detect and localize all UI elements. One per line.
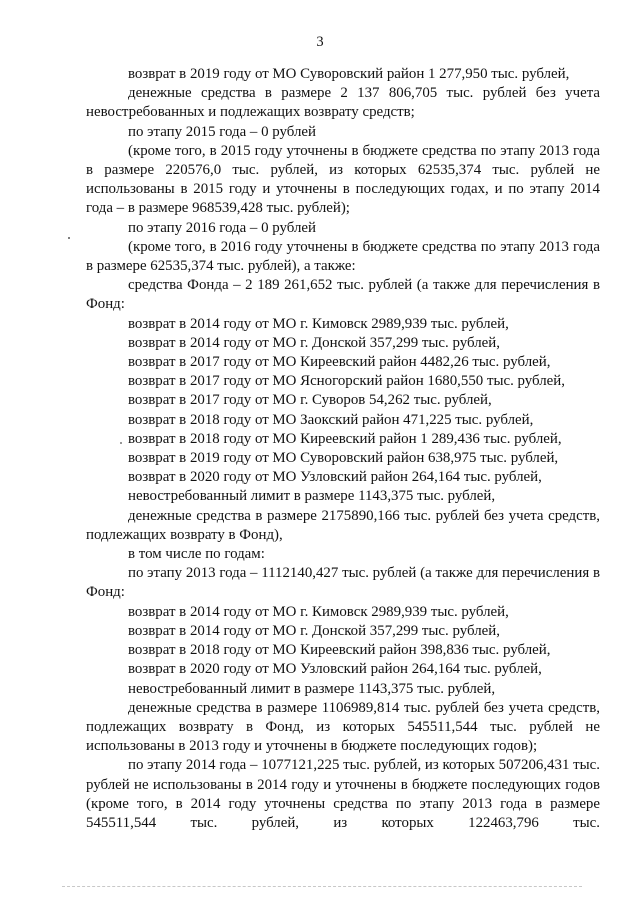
paragraph: возврат в 2019 году от МО Суворовский район 1 277,950 тыс. рублей,: [128, 66, 570, 82]
paragraph: денежные средства в размере 2175890,166 тыс. рублей без учета средств, подлежащих возврату в Фонд),: [86, 507, 600, 543]
paragraph: возврат в 2020 году от МО Узловский район 264,164 тыс. рублей,: [128, 661, 542, 678]
document-body: [86, 65, 600, 833]
paragraph: возврат в 2018 году от МО Киреевский район 1 289,436 тыс. рублей,: [128, 430, 562, 447]
paragraph: возврат в 2017 году от МО Ясногорский район 1680,550 тыс. рублей,: [128, 373, 565, 390]
paragraph: возврат в 2018 году от МО Заокский район 471,225 тыс. рублей,: [128, 411, 534, 428]
paragraph: средства Фонда – 2 189 261,652 тыс. рублей (а также для перечисления в Фонд:: [86, 277, 600, 313]
paragraph: возврат в 2020 году от МО Узловский район 264,164 тыс. рублей,: [128, 469, 542, 486]
paragraph: возврат в 2018 году от МО Киреевский район 398,836 тыс. рублей,: [128, 642, 551, 659]
paragraph: по этапу 2013 года – 1112140,427 тыс. рублей (а также для перечисления в Фонд:: [86, 565, 600, 601]
paragraph: денежные средства в размере 2 137 806,705 тыс. рублей без учета невостребованных и подлежащих возврату средств;: [86, 85, 600, 121]
paragraph: возврат в 2014 году от МО г. Донской 357,299 тыс. рублей,: [128, 334, 500, 351]
paragraph: в том числе по годам:: [128, 546, 265, 563]
page-number: 3: [316, 34, 324, 50]
footer-divider: [62, 886, 582, 889]
paragraph: (кроме того, в 2015 году уточнены в бюджете средства по этапу 2013 года в размере 220576,0 тыс. рублей, из которых 62535,374 тыс. рублей не использованы в 2015 году и уточнены в последующих годах, и по этапу 2014 года – в размере 968539,428 тыс. рублей);: [86, 142, 600, 217]
scan-speck: [68, 237, 70, 239]
paragraph: возврат в 2019 году от МО Суворовский район 638,975 тыс. рублей,: [128, 450, 559, 467]
paragraph: невостребованный лимит в размере 1143,375 тыс. рублей,: [128, 680, 496, 697]
paragraph: возврат в 2017 году от МО г. Суворов 54,262 тыс. рублей,: [128, 392, 492, 409]
paragraph: невостребованный лимит в размере 1143,375 тыс. рублей,: [128, 488, 496, 505]
paragraph: денежные средства в размере 1106989,814 тыс. рублей без учета средств, подлежащих возврату в Фонд, из которых 545511,544 тыс. рублей не использованы в 2013 году и уточнены в бюджете последующих годов);: [86, 699, 600, 755]
paragraph: по этапу 2015 года – 0 рублей: [128, 123, 316, 140]
paragraph: возврат в 2017 году от МО Киреевский район 4482,26 тыс. рублей,: [128, 354, 551, 371]
paragraph: возврат в 2014 году от МО г. Кимовск 2989,939 тыс. рублей,: [128, 603, 509, 620]
paragraph: по этапу 2016 года – 0 рублей: [128, 219, 316, 236]
paragraph: (кроме того, в 2016 году уточнены в бюджете средства по этапу 2013 года в размере 62535,374 тыс. рублей), а также:: [86, 238, 600, 275]
paragraph: возврат в 2014 году от МО г. Кимовск 2989,939 тыс. рублей,: [128, 315, 509, 332]
paragraph: по этапу 2014 года – 1077121,225 тыс. рублей, из которых 507206,431 тыс. рублей не использованы в 2014 году и уточнены в бюджете последующих годов (кроме того, в 2014 году уточнены средства по этапу 2013 года в размере 545511,544 тыс. рублей, из которых 122463,796 тыс.: [86, 757, 600, 831]
paragraph: возврат в 2014 году от МО г. Донской 357,299 тыс. рублей,: [128, 622, 500, 639]
